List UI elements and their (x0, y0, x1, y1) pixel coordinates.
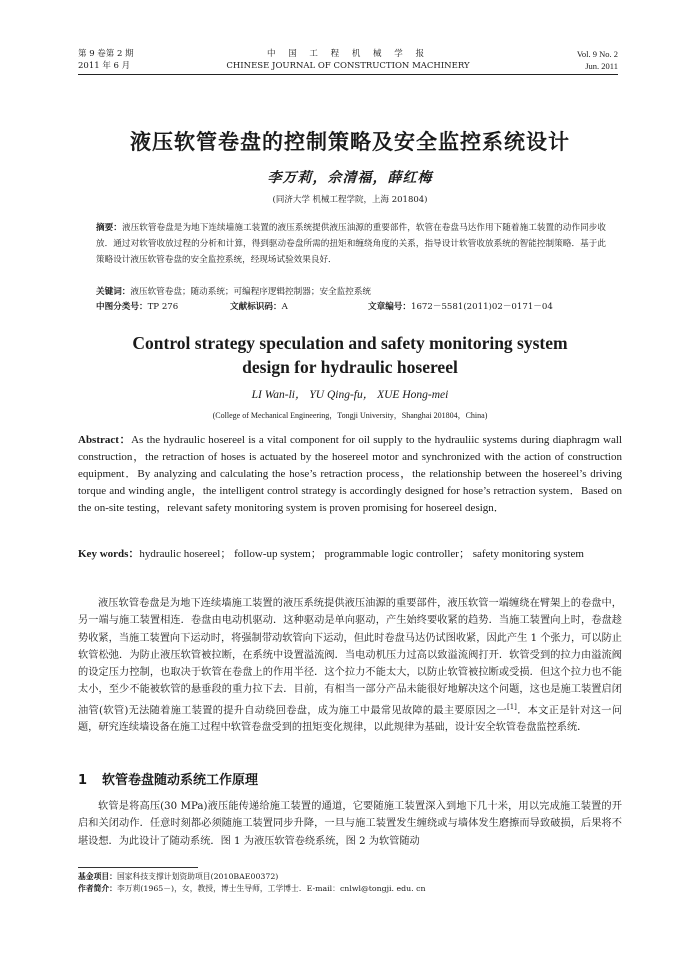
fund-text: 国家科技支撑计划资助项目(2010BAE00372) (116, 872, 279, 881)
abstract-en-text: As the hydraulic hosereel is a vital component for oil supply to the hydrauliic systems during diaphragm wall construction，the retraction of hoses is actuated by the hosereel motor and synchronized with the action of construction equipment．By analyzing and calculating the hose’s retraction process，the relationship between the hosereel’s driving torque and winding angle，the intelligent control strategy is accordingly designed for hose’s retraction system．Based on the on-site testing，relevant safety monitoring system is proven promising for hosereel design． (78, 434, 622, 514)
header-volume-en (577, 48, 618, 72)
citation-ref: [1] (506, 702, 517, 711)
footnote-fund (78, 871, 622, 883)
author-bio-text: 李万莉(1965－)，女，教授，博士生导师，工学博士．E-mail：cnlwl@tongji. edu. cn (116, 884, 426, 893)
body-paragraph-section-1: 软管是将高压(30 MPa)液压能传递给施工装置的通道，它要随施工装置深入到地下几十米，用以完成施工装置的开启和关闭动作．任意时刻都必须随施工装置同步升降，一旦与施工装置发生缠绕或与墙体发生磨擦而导致破损，后果将不堪设想．为此设计了随动系统．图 1 为液压软管卷绕系统，图 2 为软管随动 (78, 801, 622, 847)
title-en-line-2: design for hydraulic hosereel (242, 357, 458, 377)
author-bio-label: 作者简介： (78, 884, 117, 893)
journal-name-cn: 中 国 工 程 机 械 学 报 (267, 49, 429, 59)
header-divider (78, 74, 618, 75)
body-paragraph-intro (78, 595, 622, 737)
paper-title-en (0, 331, 700, 379)
affiliation-en: (College of Mechanical Engineering，Tongji University，Shanghai 201804，China) (212, 411, 488, 420)
footnote-author (78, 883, 622, 895)
keywords-cn (96, 285, 616, 300)
footnote-divider (78, 867, 198, 868)
footnotes (78, 871, 622, 895)
section-title: 软管卷盘随动系统工作原理 (102, 773, 259, 788)
fund-label: 基金项目： (78, 872, 117, 881)
keywords-en-label: Key words： (78, 548, 140, 560)
abstract-cn-label: 摘要： (96, 223, 122, 233)
header-date-en: Jun. 2011 (585, 61, 618, 71)
journal-name-en: CHINESE JOURNAL OF CONSTRUCTION MACHINERY (226, 61, 470, 71)
doc-code-value: A (281, 302, 288, 312)
header-journal (78, 48, 618, 72)
article-no-label: 文章编号： (368, 302, 411, 312)
doc-code-label: 文献标识码： (230, 302, 282, 312)
keywords-cn-label: 关键词： (96, 287, 131, 297)
affiliation-cn: (同济大学 机械工程学院，上海 201804) (272, 195, 428, 205)
abstract-en-label: Abstract： (78, 434, 132, 446)
header-date: 2011 年 6 月 (78, 61, 131, 71)
abstract-cn (96, 220, 606, 268)
section-heading (78, 769, 622, 788)
keywords-cn-text: 液压软管卷盘；随动系统；可编程序逻辑控制器；安全监控系统 (130, 287, 372, 297)
paper-title-cn: 液压软管卷盘的控制策略及安全监控系统设计 (130, 130, 570, 154)
intro-text: 液压软管卷盘是为地下连续墙施工装置的液压系统提供液压油源的重要部件，液压软管一端缠绕在臂架上的卷盘中，另一端与施工装置相连．卷盘由电动机驱动．这种驱动是单向驱动，产生始终要收紧的趋势．当施工装置向上时，卷盘趁势收紧，当施工装置向下运动时，将强制带动软管向下运动，但此时卷盘马达仍试图收紧，因此产生 1 个张力，可以防止软管松弛．为防止液压软管被拉断，在系统中设置溢流阀．当电动机压力过高以致溢流阀打开．软管受到的拉力由溢流阀的设定压力控制，也取决于软管在卷盘上的作用半径．这个拉力不能太大，以防止软管被拉断或受损．但这个拉力也不能太小，至少不能被软管的悬垂段的重力拉下去．目前，有相当一部分产品未能很好地解决这个问题，这也是施工装置启闭油管(软管)无法随着施工装置的提升自动绕回卷盘，成为施工中最常见故障的最主要原因之一 (78, 598, 622, 717)
abstract-cn-text: 液压软管卷盘是为地下连续墙施工装置的液压系统提供液压油源的重要部件，软管在卷盘马达作用下随着施工装置的动作同步收放．通过对软管收放过程的分析和计算，得到驱动卷盘所需的扭矩和缠绕角度的关系，指导设计软管收放系统的智能控制策略．基于此策略设计液压软管卷盘的安全监控系统，经现场试验效果良好． (96, 223, 606, 265)
article-no-value: 1672－5581(2011)02－0171－04 (410, 302, 553, 312)
title-en-line-1: Control strategy speculation and safety monitoring system (132, 333, 568, 353)
abstract-en (78, 432, 622, 517)
authors-cn: 李万莉，佘清福，薛红梅 (267, 170, 433, 186)
clc-label: 中图分类号： (96, 302, 148, 312)
section-number: 1 (78, 773, 88, 788)
running-header (78, 48, 618, 82)
authors-en: LI Wan-li， YU Qing-fu， XUE Hong-mei (251, 389, 449, 401)
doc-code-group (230, 300, 368, 315)
intro-text-tail: ．本文正是针对这一问题，研究连续墙设备在施工过程中软管卷盘受到的扭矩变化规律，以此规律为基础，设计安全软管卷盘监控系统． (78, 705, 623, 734)
clc-group (96, 300, 230, 315)
article-no-group (368, 300, 553, 315)
header-volume: Vol. 9 No. 2 (576, 49, 618, 59)
keywords-en-text: hydraulic hosereel； follow-up system； programmable logic controller； safety monitoring system (139, 548, 584, 560)
clc-value: TP 276 (147, 302, 179, 312)
classification-line (96, 300, 616, 315)
keywords-en (78, 546, 622, 563)
header-issue: 第 9 卷第 2 期 (78, 49, 134, 59)
